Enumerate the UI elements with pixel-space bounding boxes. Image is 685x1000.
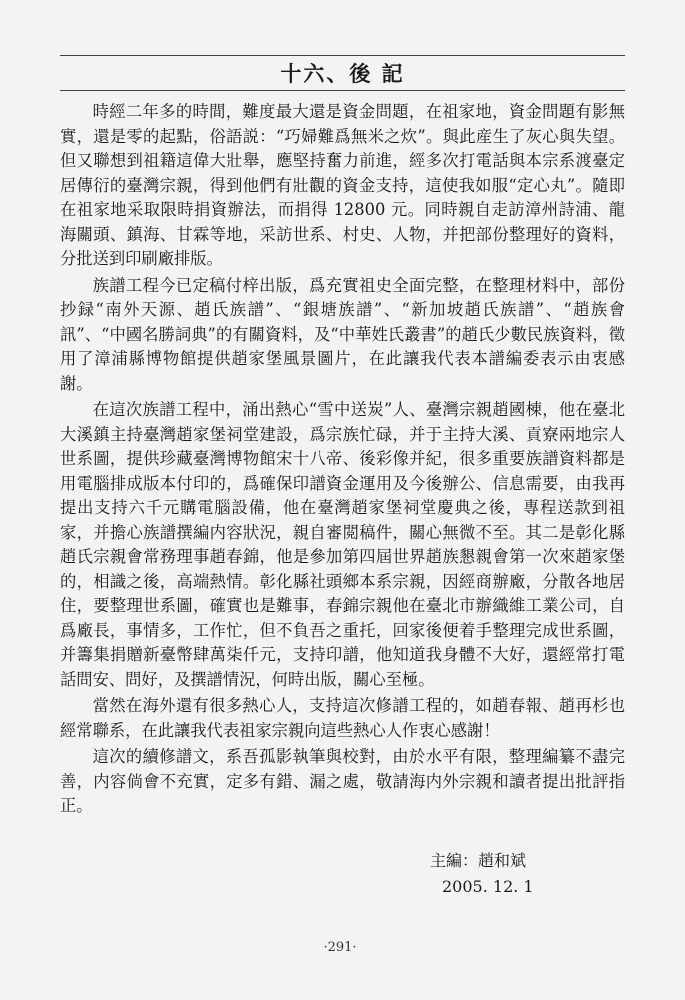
heading-rule xyxy=(60,90,625,91)
page-number: ·291· xyxy=(323,940,357,955)
signature-date: 2005. 12. 1 xyxy=(442,877,534,896)
paragraph-4: 當然在海外還有很多熱心人，支持這次修譜工程的，如趙春報、趙再杉也經常聯系，在此讓我代表祖家宗親向這些熱心人作衷心感謝！ xyxy=(60,696,625,740)
body-text xyxy=(60,100,625,821)
paragraph-3: 在這次族譜工程中，涌出熱心“雪中送炭”人、臺灣宗親趙國棟，他在臺北大溪鎮主持臺灣趙家堡祠堂建設，爲宗族忙碌，并于主持大溪、貢寮兩地宗人世系圖，提供珍藏臺灣博物館宋十八帝、後彩像并紀，很多重要族譜資料都是用電腦排成版本付印的，爲確保印譜資金運用及今後辦公、信息需要，由我再提出支持六千元購電腦設備，他在臺灣趙家堡祠堂慶典之後，專程送款到祖家，并擔心族譜撰編内容狀況，親自審閲稿件，關心無微不至。其二是彰化縣趙氏宗親會常務理事趙春錦，他是參加第四屆世界趙族懇親會第一次來趙家堡的，相識之後，高端熱情。彰化縣社頭鄉本系宗親，因經商辦廠，分散各地居住，要整理世系圖，確實也是難事，春錦宗親他在臺北市辦織維工業公司，自爲廠長，事情多，工作忙，但不負吾之重托，回家後便着手整理完成世系圖，并籌集捐贈新臺幣肆萬柒仟元，支持印譜，他知道我身體不大好，還經常打電話問安、問好，及撰譜情況，何時出版，關心至極。 xyxy=(60,400,625,689)
page-title: 十六、後 記 xyxy=(280,61,405,86)
paragraph-1: 時經二年多的時間，難度最大還是資金問題，在祖家地，資金問題有影無實，還是零的起點，俗語説：“巧婦難爲無米之炊”。與此産生了灰心與失望。但又聯想到祖籍這偉大壯舉，應堅持奮力前進，經多次打電話與本宗系渡臺定居傳衍的臺灣宗親，得到他們有壯觀的資金支持，這使我如服“定心丸”。隨即在祖家地采取限時捐資辦法，而捐得 12800 元。同時親自走訪漳州詩浦、龍海關頭、鎮海、甘霖等地，采訪世系、村史、人物，并把部份整理好的資料，分批送到印刷廠排版。 xyxy=(60,102,625,268)
top-rule xyxy=(60,55,625,56)
paragraph-2: 族譜工程今已定稿付梓出版，爲充實祖史全面完整，在整理材料中，部份抄録“南外天源、趙氏族譜”、“銀塘族譜”、“新加坡趙氏族譜”、“趙族會訊”、“中國名勝詞典”的有關資料，及“中華姓氏叢書”的趙氏少數民族資料，徵用了漳浦縣博物館提供趙家堡風景圖片，在此讓我代表本譜編委表示由衷感謝。 xyxy=(60,275,625,393)
signature-block xyxy=(430,848,534,900)
paragraph-5: 這次的續修譜文，系吾孤影執筆與校對，由於水平有限，整理編纂不盡完善，内容倘會不充實，定多有錯、漏之處，敬請海内外宗親和讀者提出批評指正。 xyxy=(60,747,625,815)
editor-signature: 主編：趙和斌 xyxy=(430,851,527,870)
